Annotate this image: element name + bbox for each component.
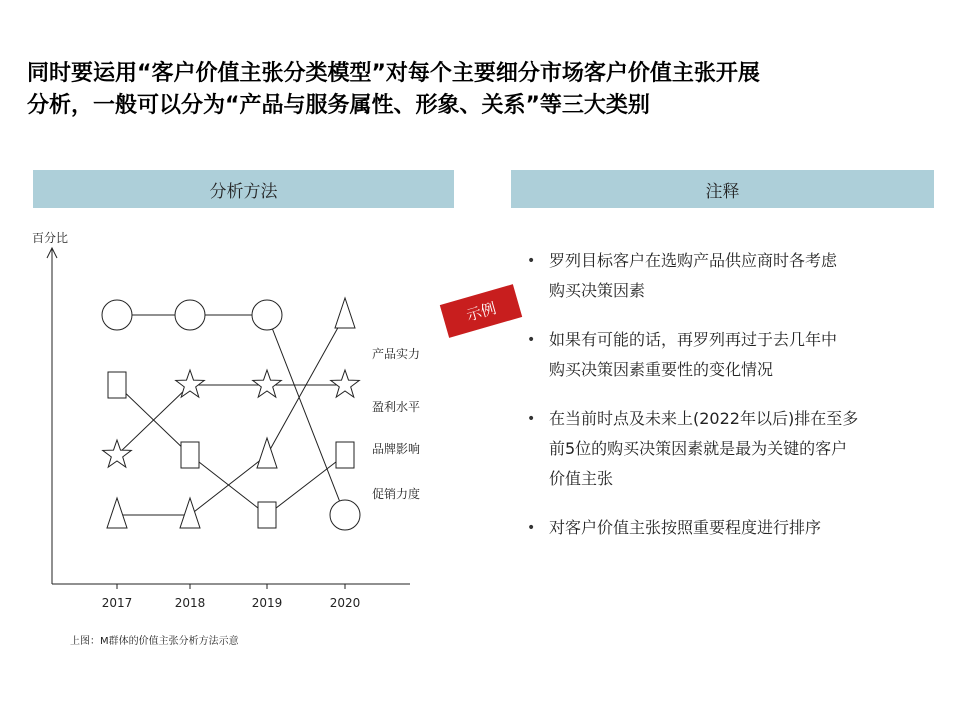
star-marker xyxy=(253,370,282,397)
triangle-marker xyxy=(180,498,200,528)
series-line xyxy=(117,315,345,515)
star-marker xyxy=(103,440,132,467)
note-line: 价值主张 xyxy=(549,469,614,488)
star-marker xyxy=(331,370,360,397)
note-line: 购买决策因素重要性的变化情况 xyxy=(549,360,774,379)
triangle-marker xyxy=(107,498,127,528)
series-line xyxy=(117,315,345,515)
series-label: 盈利水平 xyxy=(372,400,421,414)
square-marker xyxy=(258,502,276,528)
x-tick-label: 2018 xyxy=(174,596,206,610)
bullet-icon: • xyxy=(527,253,536,269)
series-line xyxy=(117,385,345,515)
note-line: 如果有可能的话，再罗列再过于去几年中 xyxy=(549,330,838,349)
chart-caption: 上图：M群体的价值主张分析方法示意 xyxy=(70,636,239,647)
circle-marker xyxy=(330,500,360,530)
square-marker xyxy=(181,442,199,468)
x-tick-label: 2020 xyxy=(329,596,361,610)
series-label: 促销力度 xyxy=(372,487,421,501)
square-marker xyxy=(336,442,354,468)
note-item xyxy=(527,325,937,385)
title-line-1: 同时要运用“客户价值主张分类模型”对每个主要细分市场客户价值主张开展 xyxy=(27,61,760,86)
note-line: 对客户价值主张按照重要程度进行排序 xyxy=(549,518,822,537)
bullet-icon: • xyxy=(527,411,536,427)
notes-list xyxy=(527,246,937,562)
star-marker xyxy=(176,370,205,397)
example-stamp: 示例 xyxy=(440,284,522,338)
bullet-icon: • xyxy=(527,520,536,536)
note-line: 购买决策因素 xyxy=(549,281,646,300)
notes-header: 注释 xyxy=(511,170,934,208)
x-tick-label: 2017 xyxy=(101,596,133,610)
square-marker xyxy=(108,372,126,398)
note-line: 前5位的购买决策因素就是最为关键的客户 xyxy=(549,439,848,458)
triangle-marker xyxy=(335,298,355,328)
circle-marker xyxy=(102,300,132,330)
series-label: 品牌影响 xyxy=(372,442,421,456)
note-item xyxy=(527,404,937,494)
bullet-icon: • xyxy=(527,332,536,348)
circle-marker xyxy=(175,300,205,330)
series-line xyxy=(117,385,345,455)
note-line: 在当前时点及未来上(2022年以后)排在至多 xyxy=(549,409,859,428)
circle-marker xyxy=(252,300,282,330)
method-header: 分析方法 xyxy=(33,170,454,208)
note-item xyxy=(527,513,937,543)
title-line-2: 分析，一般可以分为“产品与服务属性、形象、关系”等三大类别 xyxy=(27,93,650,118)
x-tick-label: 2019 xyxy=(251,596,283,610)
y-axis-label: 百分比 xyxy=(32,231,69,245)
note-item xyxy=(527,246,937,306)
note-line: 罗列目标客户在选购产品供应商时各考虑 xyxy=(549,251,838,270)
series-label: 产品实力 xyxy=(372,347,421,361)
